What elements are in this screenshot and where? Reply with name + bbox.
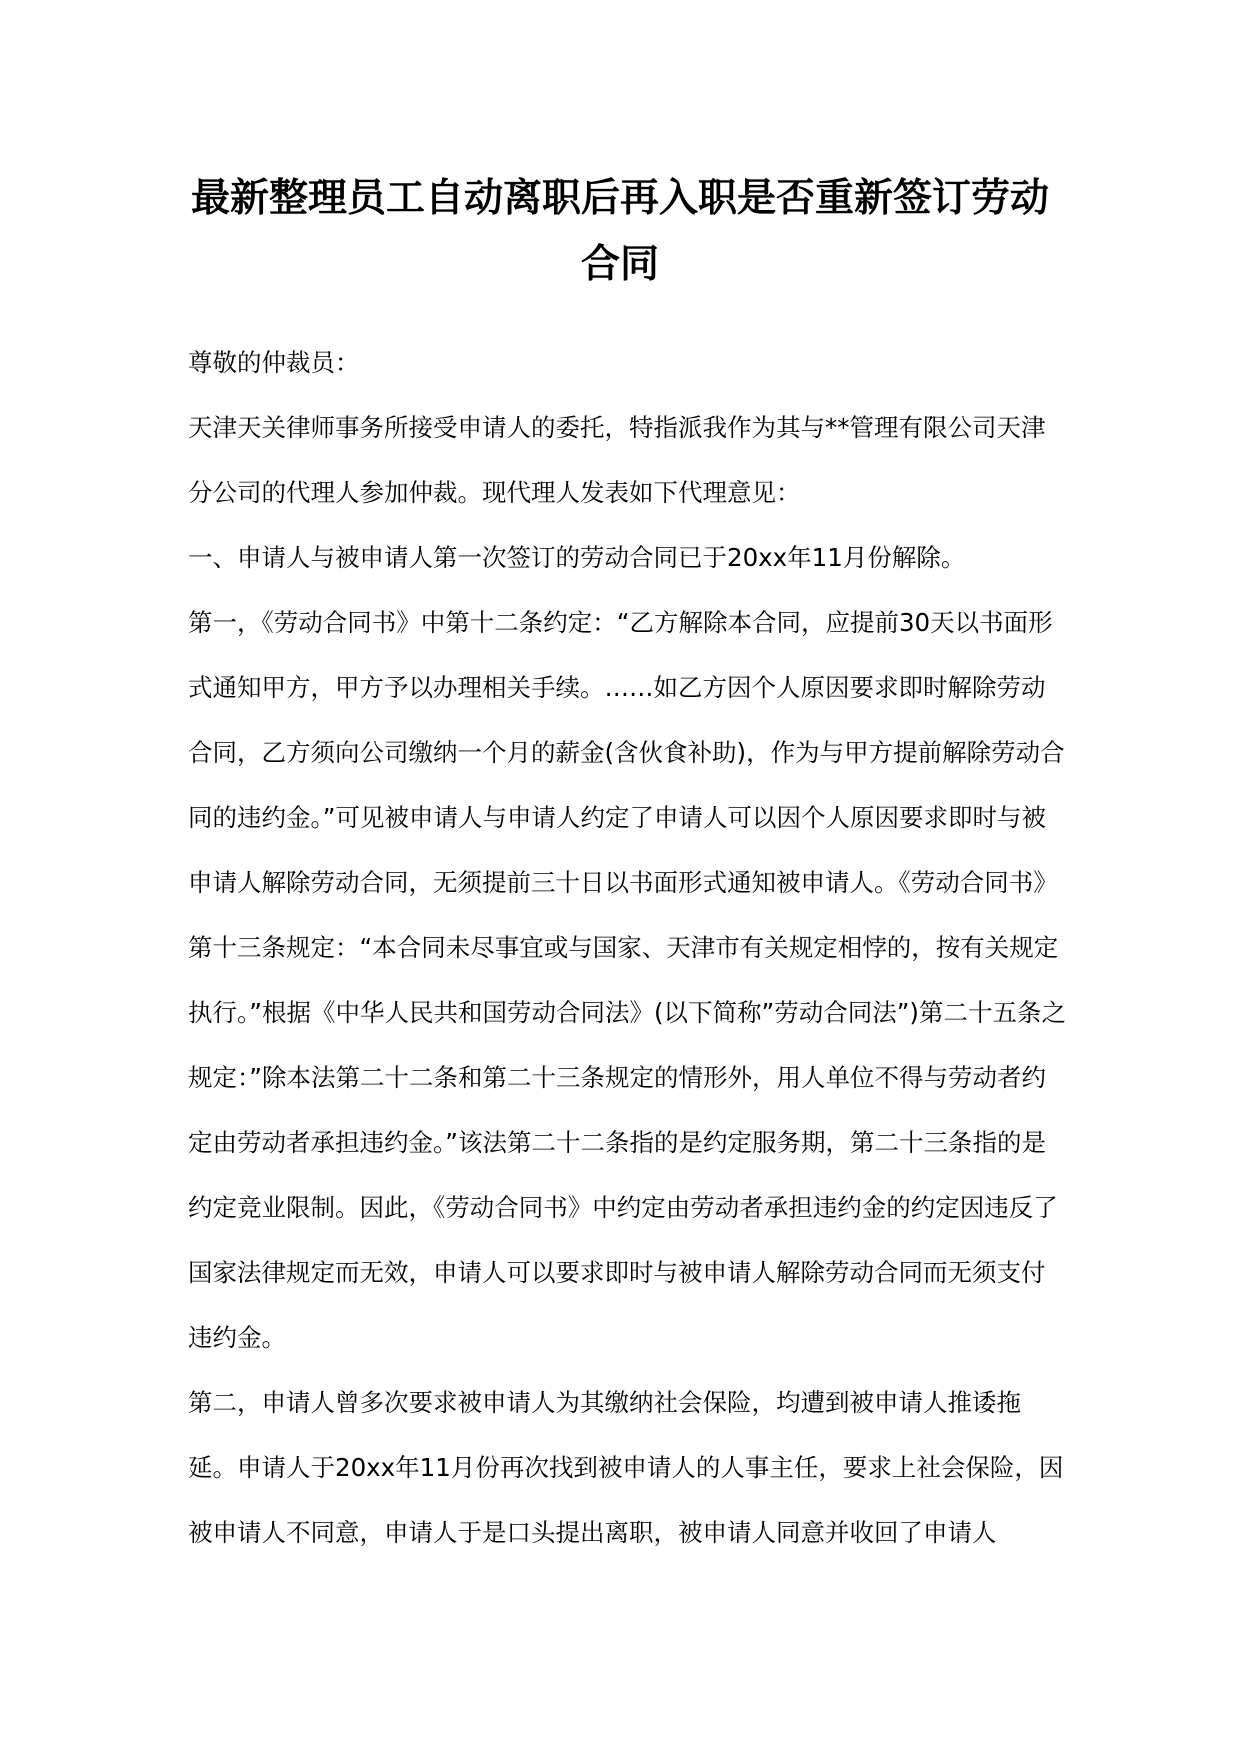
paragraph-4: 第二，申请人曾多次要求被申请人为其缴纳社会保险，均遭到被申请人推诿拖延。申请人于20xx年11月份再次找到被申请人的人事主任，要求上社会保险，因被申请人不同意，申请人于是口头提出离职，被申请人同意并收回了申请人 [188, 1388, 1064, 1547]
document-body [188, 330, 1068, 1565]
paragraph-3: 第一，《劳动合同书》中第十二条约定：“乙方解除本合同，应提前30天以书面形式通知甲方，甲方予以办理相关手续。……如乙方因个人原因要求即时解除劳动合同，乙方须向公司缴纳一个月的薪金(含伙食补助)，作为与甲方提前解除劳动合同的违约金。”可见被申请人与申请人约定了申请人可以因个人原因要求即时与被申请人解除劳动合同，无须提前三十日以书面形式通知被申请人。《劳动合同书》第十三条规定：“本合同未尽事宜或与国家、天津市有关规定相悖的，按有关规定执行。”根据《中华人民共和国劳动合同法》(以下简称”劳动合同法”)第二十五条之规定：”除本法第二十二条和第二十三条规定的情形外，用人单位不得与劳动者约定由劳动者承担违约金。”该法第二十二条指的是约定服务期，第二十三条指的是约定竞业限制。因此，《劳动合同书》中约定由劳动者承担违约金的约定因违反了国家法律规定而无效，申请人可以要求即时与被申请人解除劳动合同而无须支付违约金。 [188, 608, 1066, 1352]
paragraph-2: 一、申请人与被申请人第一次签订的劳动合同已于20xx年11月份解除。 [188, 543, 966, 572]
salutation: 尊敬的仲裁员： [188, 348, 360, 377]
document-title: 最新整理员工自动离职后再入职是否重新签订劳动合同 [190, 176, 1049, 287]
paragraph-1: 天津天关律师事务所接受申请人的委托，特指派我作为其与**管理有限公司天津分公司的代理人参加仲裁。现代理人发表如下代理意见： [188, 413, 1046, 507]
